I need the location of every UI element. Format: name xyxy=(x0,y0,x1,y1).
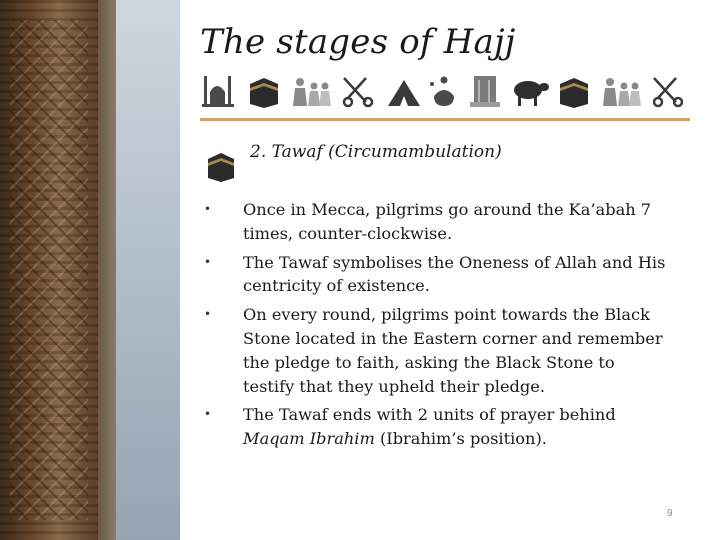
bullet-list xyxy=(200,198,670,456)
bullet-item xyxy=(200,403,670,451)
title-underline xyxy=(200,118,690,121)
bullet-text: The Tawaf symbolises the Oneness of Allah and His centricity of existence. xyxy=(243,252,666,296)
pillar-icon xyxy=(470,76,500,107)
kaaba-icon xyxy=(250,78,278,108)
bullet-item xyxy=(200,303,670,398)
slide-title: The stages of Hajj xyxy=(200,22,516,62)
section-heading: 2. Tawaf (Circumambulation) xyxy=(250,142,502,162)
page-number: 9 xyxy=(667,508,673,519)
bullet-dot: • xyxy=(204,202,212,216)
minaret-ornament xyxy=(10,20,88,520)
bullet-text-emphasis: Maqam Ibrahim xyxy=(243,429,375,449)
bullet-text xyxy=(243,405,616,448)
sheep-icon xyxy=(514,81,549,106)
pilgrims-icon xyxy=(293,78,331,106)
scissors-icon xyxy=(344,78,372,106)
tent-icon xyxy=(388,80,420,106)
minaret-edge xyxy=(98,0,116,540)
stoning-icon xyxy=(430,77,454,107)
bullet-dot: • xyxy=(204,254,212,269)
mosque-icon xyxy=(202,76,234,107)
bullet-dot: • xyxy=(204,307,212,322)
hajj-stages-icon-strip xyxy=(200,70,720,110)
side-photo xyxy=(0,0,180,540)
kaaba-icon xyxy=(206,150,236,184)
pilgrims-icon xyxy=(603,78,641,106)
bullet-text-post: (Ibrahim’s position). xyxy=(374,429,547,449)
bullet-item xyxy=(200,251,670,299)
bullet-item xyxy=(200,198,670,246)
sky-area xyxy=(116,0,180,540)
bullet-text-pre: The Tawaf ends with 2 units of prayer behind xyxy=(243,405,616,425)
scissors-icon xyxy=(654,78,682,106)
bullet-text: Once in Mecca, pilgrims go around the Ka’abah 7 times, counter-clockwise. xyxy=(243,200,652,243)
bullet-text: On every round, pilgrims point towards the Black Stone located in the Eastern corner and remember the pledge to faith, asking the Black Stone to testify that they upheld their pledge. xyxy=(243,305,663,396)
bullet-dot: • xyxy=(204,407,212,422)
kaaba-icon xyxy=(560,78,588,108)
